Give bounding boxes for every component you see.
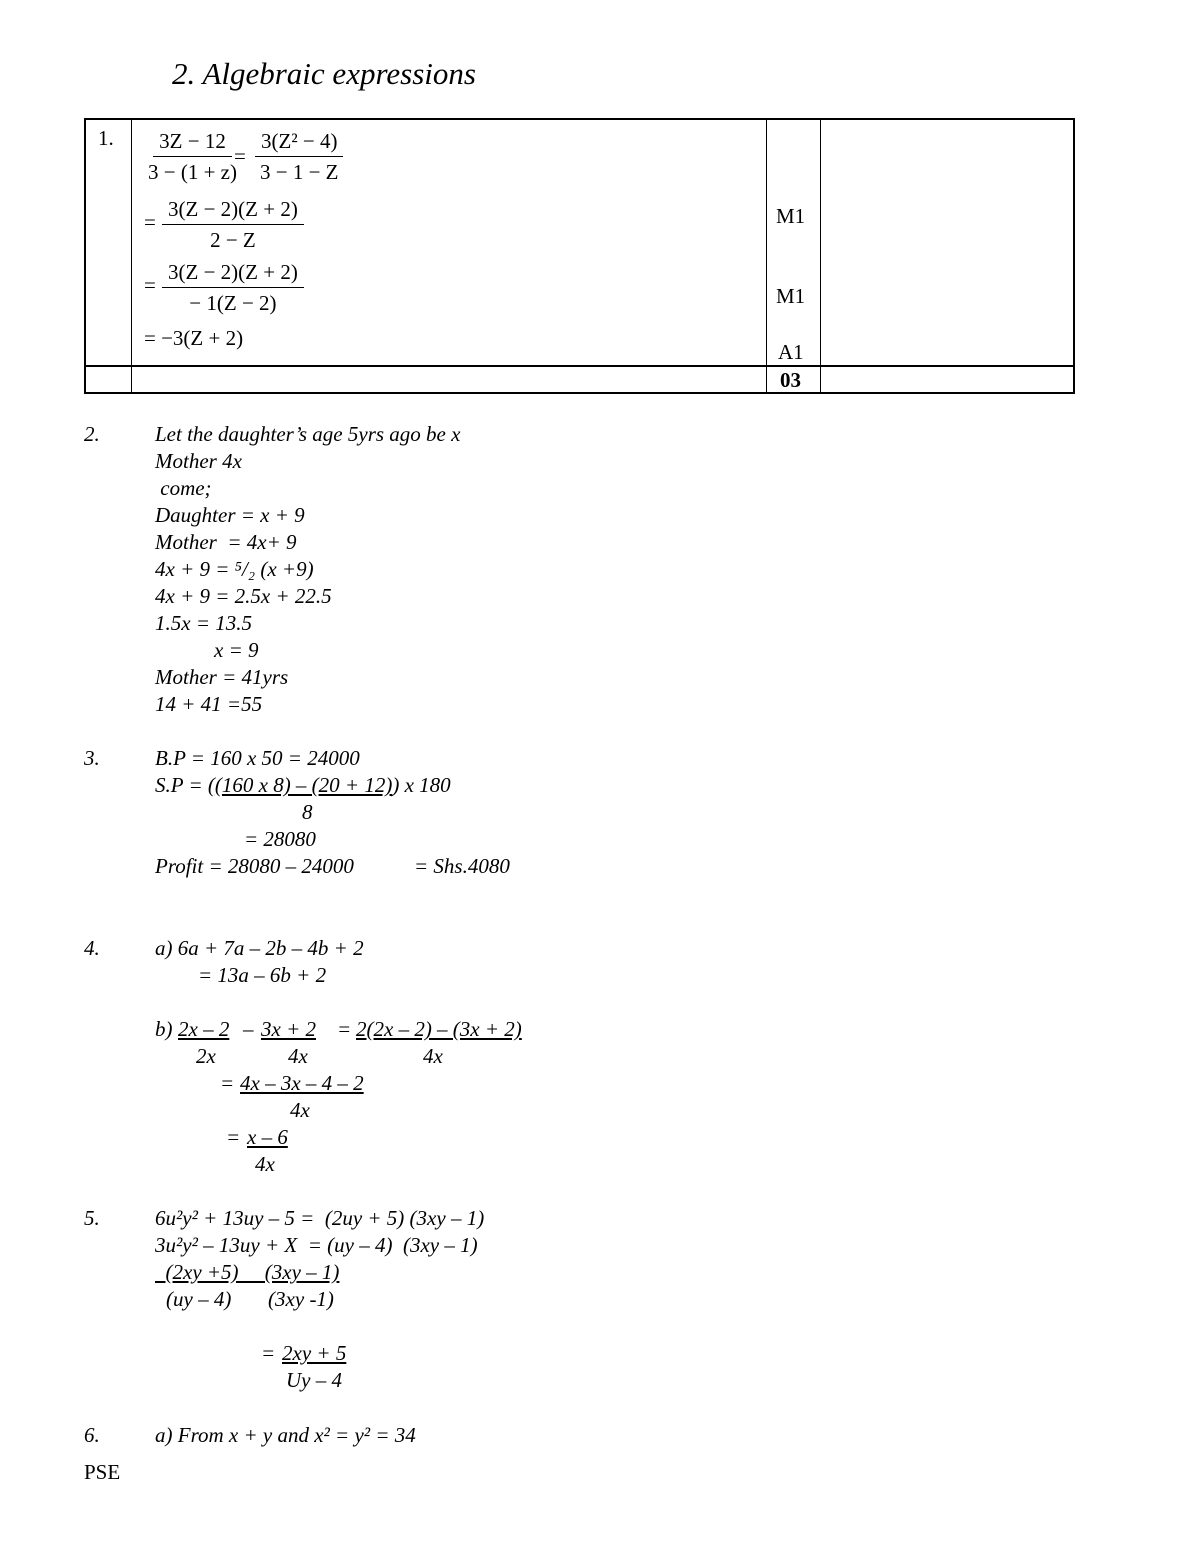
working-line: Mother 4x	[155, 449, 242, 473]
table-divider	[820, 120, 821, 392]
question-number: 2.	[84, 422, 100, 446]
working-line: x = 9	[214, 638, 259, 662]
working-line: 4x + 9 = ⁵/₂ (x +9)	[155, 557, 314, 581]
numerator: x – 6	[247, 1125, 288, 1149]
numerator: 4x – 3x – 4 – 2	[240, 1071, 364, 1095]
working-line: 14 + 41 =55	[155, 692, 263, 716]
denominator: − 1(Z − 2)	[189, 291, 277, 315]
fraction	[162, 257, 304, 318]
working-line	[155, 773, 451, 798]
numerator: 3Z − 12	[153, 126, 232, 157]
marking-table	[84, 118, 1075, 394]
fraction	[254, 126, 345, 187]
working-line: Let the daughter’s age 5yrs ago be x	[155, 422, 461, 446]
footer-pse: PSE	[84, 1460, 121, 1484]
question-number: 1.	[98, 126, 114, 150]
page-title: 2. Algebraic expressions	[172, 56, 476, 91]
question-number: 5.	[84, 1206, 100, 1230]
working-line: Mother = 41yrs	[155, 665, 289, 689]
denominator: 8	[302, 800, 313, 824]
working-line: (2xy +5) (3xy – 1)	[155, 1260, 340, 1284]
denominator: 4x	[423, 1044, 443, 1068]
denominator: 3 − 1 − Z	[260, 160, 339, 184]
fraction	[162, 194, 304, 255]
working-line: = 28080	[244, 827, 316, 851]
working-line: (uy – 4) (3xy -1)	[166, 1287, 334, 1311]
numerator: 3x + 2	[261, 1017, 316, 1041]
equals-sign: =	[220, 1071, 235, 1095]
working-line: B.P = 160 x 50 = 24000	[155, 746, 360, 770]
working-line: = 13a – 6b + 2	[198, 963, 327, 987]
equals-sign: =	[144, 273, 156, 297]
working-line: a) From x + y and x² = y² = 34	[155, 1423, 416, 1447]
question-number: 3.	[84, 746, 100, 770]
final-answer: = −3(Z + 2)	[144, 326, 244, 350]
equals-sign: =	[234, 144, 246, 168]
numerator: 3(Z − 2)(Z + 2)	[162, 194, 304, 225]
final-answer: = Shs.4080	[414, 854, 510, 878]
table-divider	[131, 120, 132, 392]
text-segment: ) x 180	[392, 773, 451, 797]
working-line: Daughter = x + 9	[155, 503, 305, 527]
denominator: 2x	[196, 1044, 216, 1068]
numerator: 3(Z² − 4)	[255, 126, 343, 157]
numerator: 2xy + 5	[282, 1341, 347, 1365]
working-line: 3u²y² – 13uy + X = (uy – 4) (3xy – 1)	[155, 1233, 478, 1257]
question-number: 4.	[84, 936, 100, 960]
denominator: 2 − Z	[210, 228, 256, 252]
total-marks: 03	[780, 368, 801, 392]
working-line: 1.5x = 13.5	[155, 611, 252, 635]
part-label: b)	[155, 1017, 173, 1041]
working-line: come;	[155, 476, 212, 500]
equals-sign: =	[144, 210, 156, 234]
question-number: 6.	[84, 1423, 100, 1447]
numerator: 3(Z − 2)(Z + 2)	[162, 257, 304, 288]
text-segment: S.P = (	[155, 773, 215, 797]
denominator: 3 − (1 + z)	[148, 160, 237, 184]
working-line: Mother = 4x+ 9	[155, 530, 297, 554]
mark: M1	[776, 284, 806, 308]
mark: A1	[778, 340, 804, 364]
table-total-row-line	[86, 365, 1073, 367]
minus-sign: –	[243, 1017, 254, 1041]
denominator: 4x	[255, 1152, 275, 1176]
working-line: 4x + 9 = 2.5x + 22.5	[155, 584, 332, 608]
equals-sign: =	[226, 1125, 241, 1149]
working-line: a) 6a + 7a – 2b – 4b + 2	[155, 936, 364, 960]
table-divider	[766, 120, 767, 392]
working-line: Profit = 28080 – 24000	[155, 854, 354, 878]
numerator: 2(2x – 2) – (3x + 2)	[356, 1017, 522, 1041]
fraction	[142, 126, 243, 187]
mark: M1	[776, 204, 806, 228]
working-line: 6u²y² + 13uy – 5 = (2uy + 5) (3xy – 1)	[155, 1206, 485, 1230]
equals-sign: =	[261, 1341, 276, 1365]
equals-sign: =	[337, 1017, 352, 1041]
denominator: Uy – 4	[286, 1368, 342, 1392]
underlined-numerator: (160 x 8) – (20 + 12)	[214, 773, 393, 797]
denominator: 4x	[290, 1098, 310, 1122]
denominator: 4x	[288, 1044, 308, 1068]
numerator: 2x – 2	[178, 1017, 230, 1041]
